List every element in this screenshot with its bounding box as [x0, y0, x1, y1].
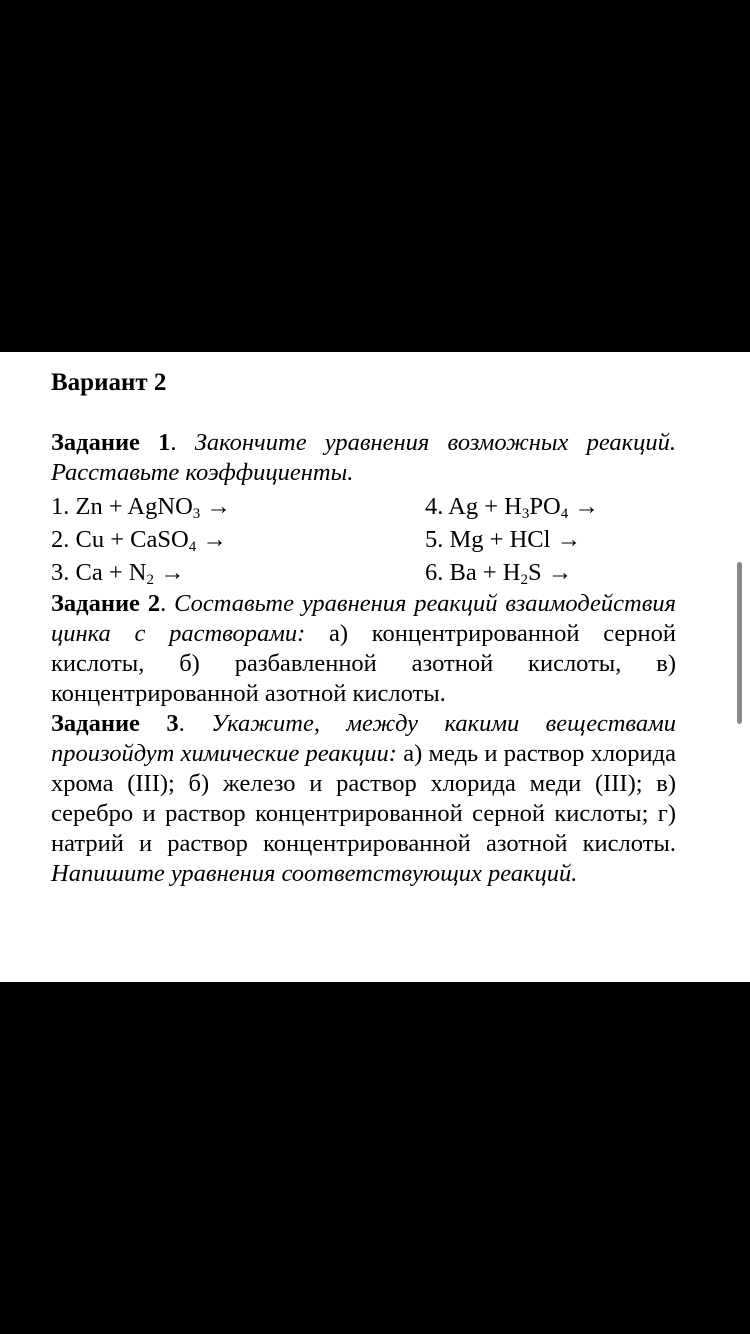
task2-paragraph: Задание 2. Составьте уравнения реакций взаимодействия цинка с растворами: а) концентрированной серной кислоты, б) разбавленной азотной кислоты, в) концентрированной азотной кислоты. — [51, 590, 677, 707]
task1-paragraph: Задание 1. Закончите уравнения возможных реакций. Расставьте коэффициенты. — [51, 429, 676, 486]
letterbox-bottom — [0, 982, 750, 1334]
task3-paragraph: Задание 3. Укажите, между какими веществами произойдут химические реакции: а) медь и раствор хлорида хрома (III); б) железо и раствор хлорида меди (III); в) серебро и раствор концентрированной серной кислоты; г) натрий и раствор концентрированной азотной кислоты. Напишите уравнения соответствующих реакций. — [51, 710, 677, 887]
task2-instruction: Составьте уравнения реакций взаимодействия цинка с растворами: — [51, 590, 677, 647]
scrollbar[interactable] — [737, 562, 742, 724]
reaction-4: 4. $Ag + H_3PO_4$ → — [425, 493, 599, 522]
reaction-2: 2. Cu + CaSO$_4$ → — [51, 526, 227, 555]
task2-label: Задание — [51, 590, 140, 617]
task2-body: а) концентрированной серной кислоты, б) разбавленной азотной кислоты, в) концентрированной азотной кислоты. — [51, 620, 676, 707]
worksheet-content — [51, 368, 676, 889]
task3-label: Задание — [51, 710, 140, 737]
task3-instruction: Укажите, между какими веществами произойдут химические реакции: — [51, 710, 677, 767]
reaction-1: 1. Zn + AgNO$_3$ → — [51, 493, 231, 522]
task3-number: 3 — [166, 710, 179, 737]
task2-number: 2 — [147, 590, 161, 617]
reaction-5: 5. Mg + HCl → — [425, 526, 582, 553]
task1-reactions — [51, 490, 676, 589]
task3-body: а) медь и раствор хлорида хрома (III); б) железо и раствор хлорида меди (III); в) серебро и раствор концентрированной серной кислоты; г) натрий и раствор концентрированной азотной кислоты. — [51, 740, 676, 857]
variant-title: Вариант 2 — [51, 369, 167, 396]
reaction-6: 6. $Ba + H_2S$ → — [425, 559, 573, 588]
task1-instruction: Закончите уравнения возможных реакций. Расставьте коэффициенты. — [51, 429, 676, 486]
letterbox-top — [0, 0, 750, 352]
task1-number: 1 — [158, 429, 171, 456]
reaction-3: 3. $Ca + N_2$ → — [51, 559, 185, 588]
task1-label: Задание — [51, 429, 140, 456]
worksheet-photo — [0, 352, 750, 982]
task3-closing: Напишите уравнения соответствующих реакций. — [51, 860, 578, 887]
